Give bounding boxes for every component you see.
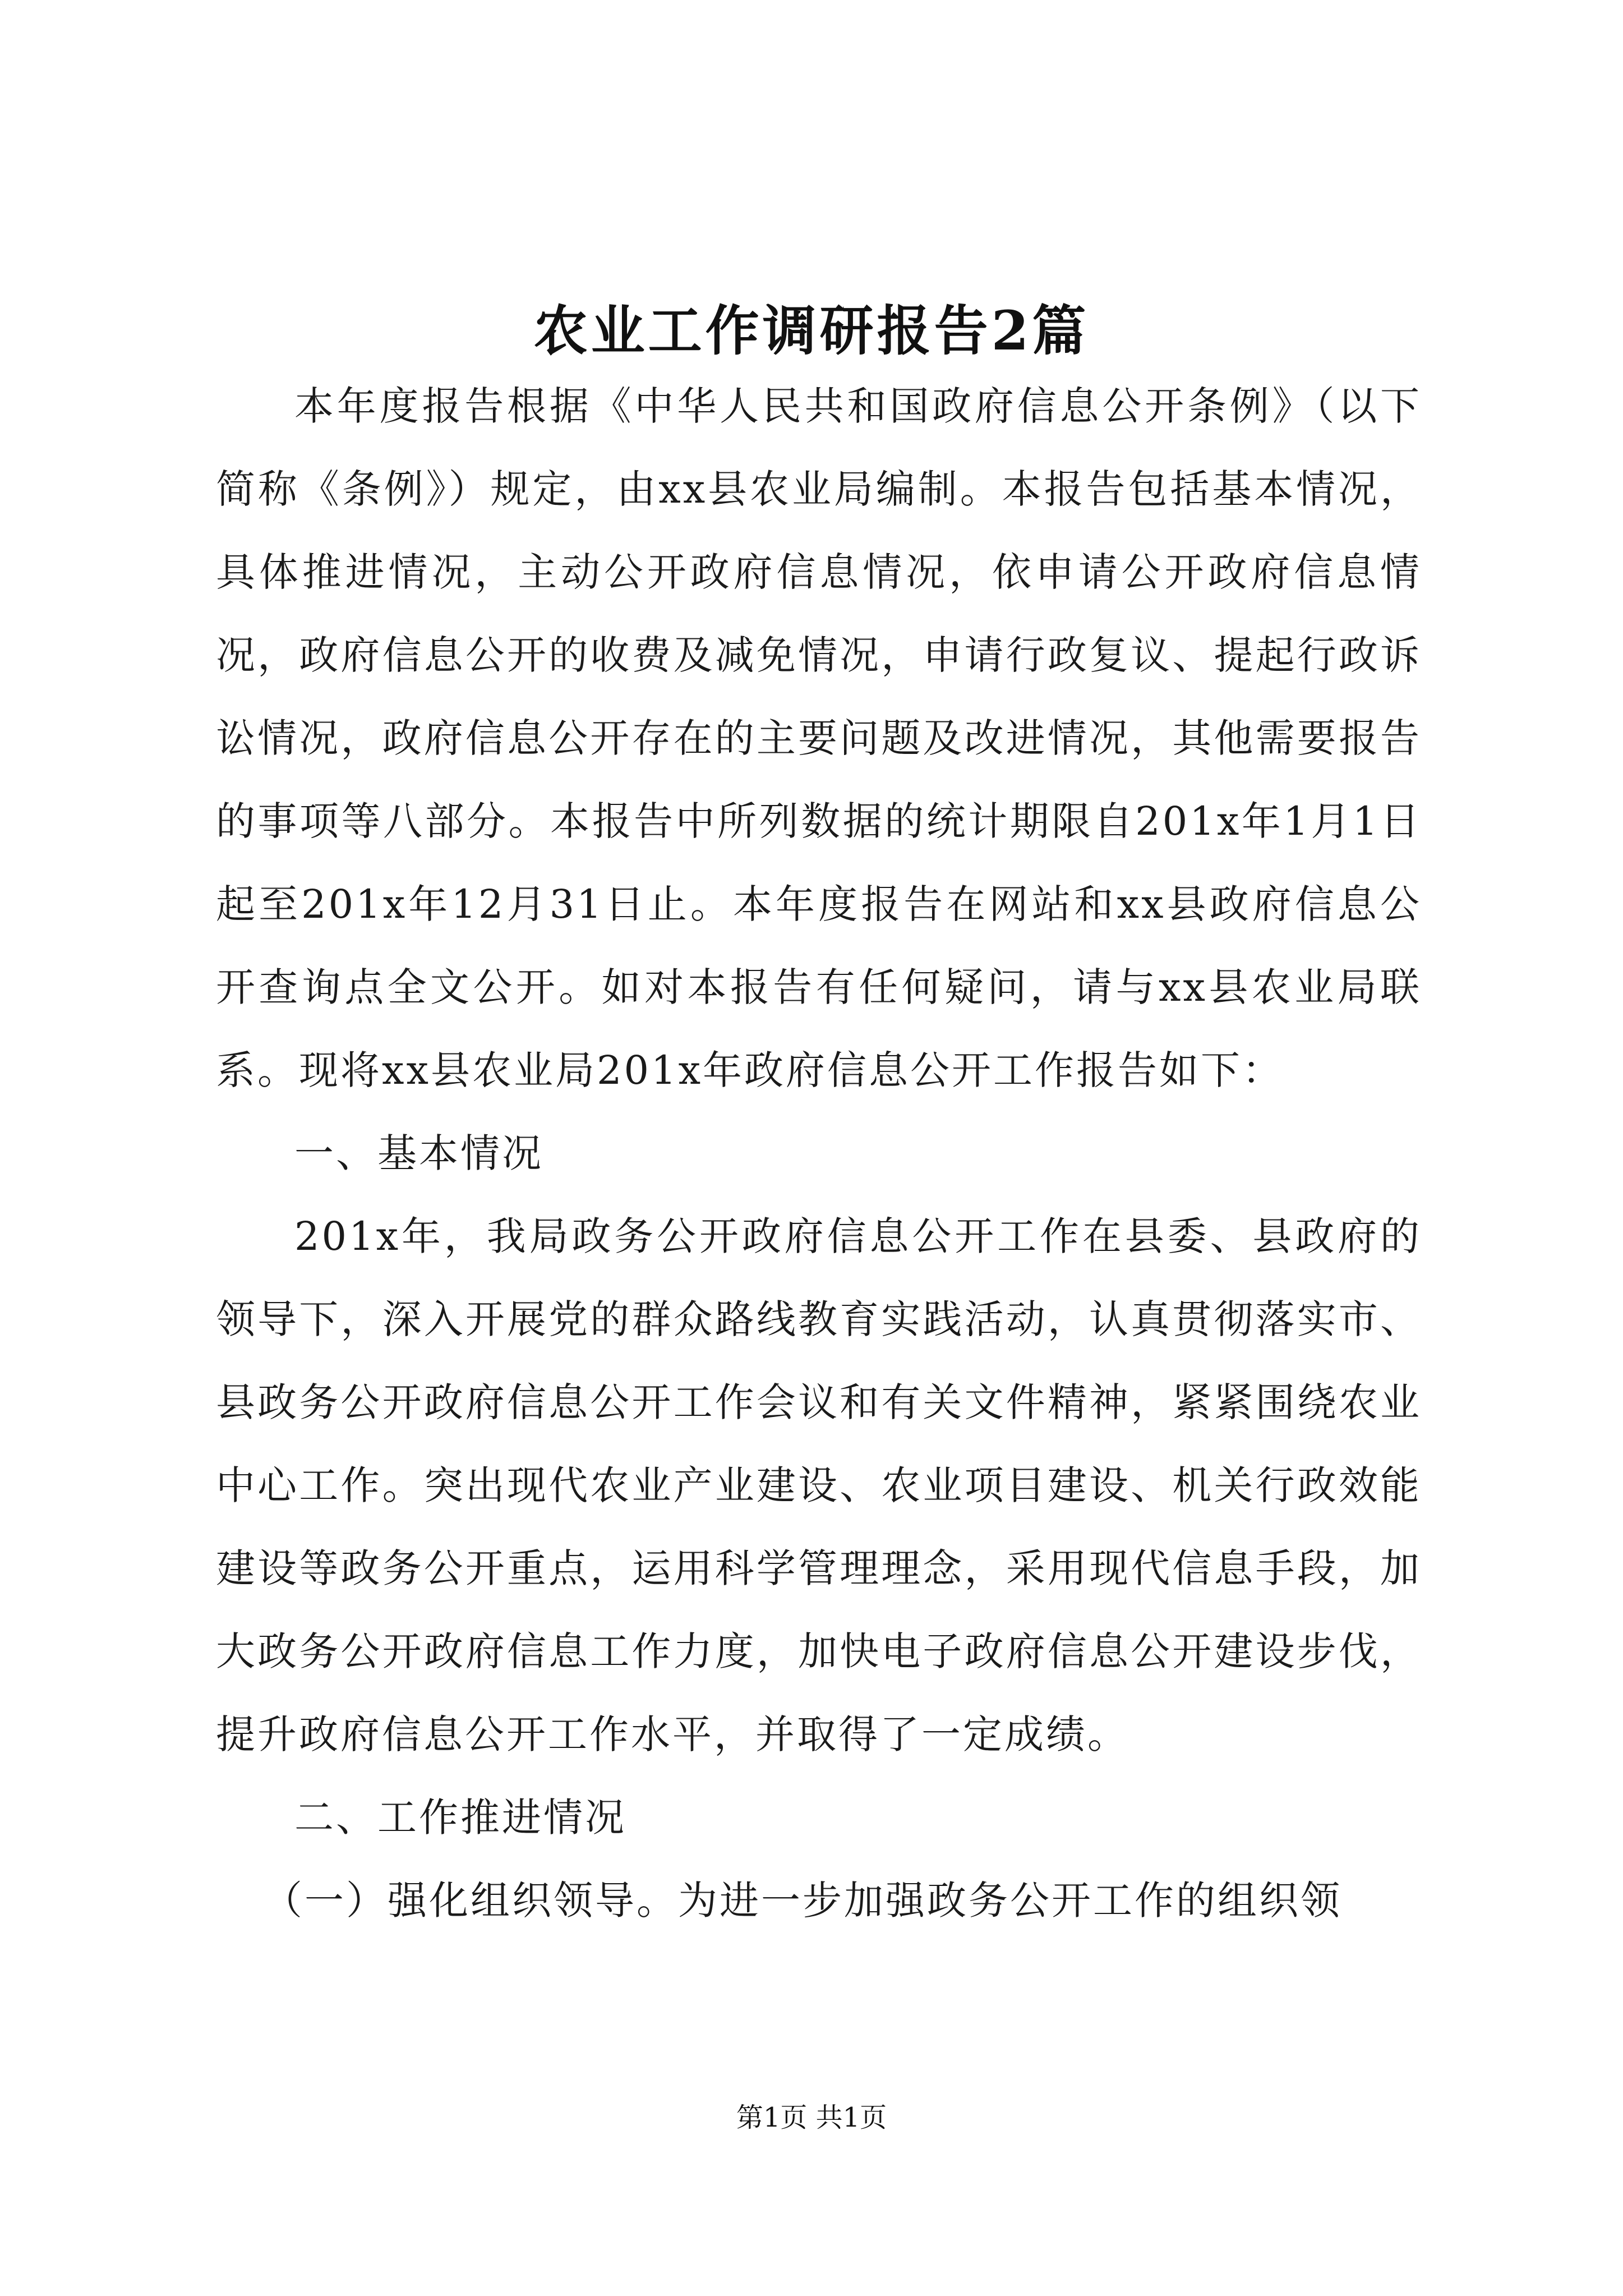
section-heading-progress: 二、工作推进情况 [294,1795,626,1841]
progress-item-1: （一）强化组织领导。为进一步加强政务公开工作的组织领 [263,1878,1342,1924]
page-number-footer: 第1页 共1页 [736,2102,887,2133]
document-body [216,365,1422,1942]
section-heading-basic: 一、基本情况 [294,1130,543,1176]
intro-paragraph: 本年度报告根据《中华人民共和国政府信息公开条例》（以下简称《条例》）规定，由xx县农业局编制。本报告包括基本情况，具体推进情况，主动公开政府信息情况，依申请公开政府信息情况，政府信息公开的收费及减免情况，申请行政复议、提起行政诉讼情况，政府信息公开存在的主要问题及改进情况，其他需要报告的事项等八部分。本报告中所列数据的统计期限自201x年1月1日起至201x年12月31日止。本年度报告在网站和xx县政府信息公开查询点全文公开。如对本报告有任何疑问，请与xx县农业局联系。现将xx县农业局201x年政府信息公开工作报告如下： [216,383,1422,1093]
basic-situation-paragraph: 201x年，我局政务公开政府信息公开工作在县委、县政府的领导下，深入开展党的群众路线教育实践活动，认真贯彻落实市、县政务公开政府信息公开工作会议和有关文件精神，紧紧围绕农业中心工作。突出现代农业产业建设、农业项目建设、机关行政效能建设等政务公开重点，运用科学管理理念，采用现代信息手段，加大政务公开政府信息工作力度，加快电子政府信息公开建设步伐，提升政府信息公开工作水平，并取得了一定成绩。 [216,1213,1422,1757]
document-title: 农业工作调研报告2篇 [533,299,1090,362]
